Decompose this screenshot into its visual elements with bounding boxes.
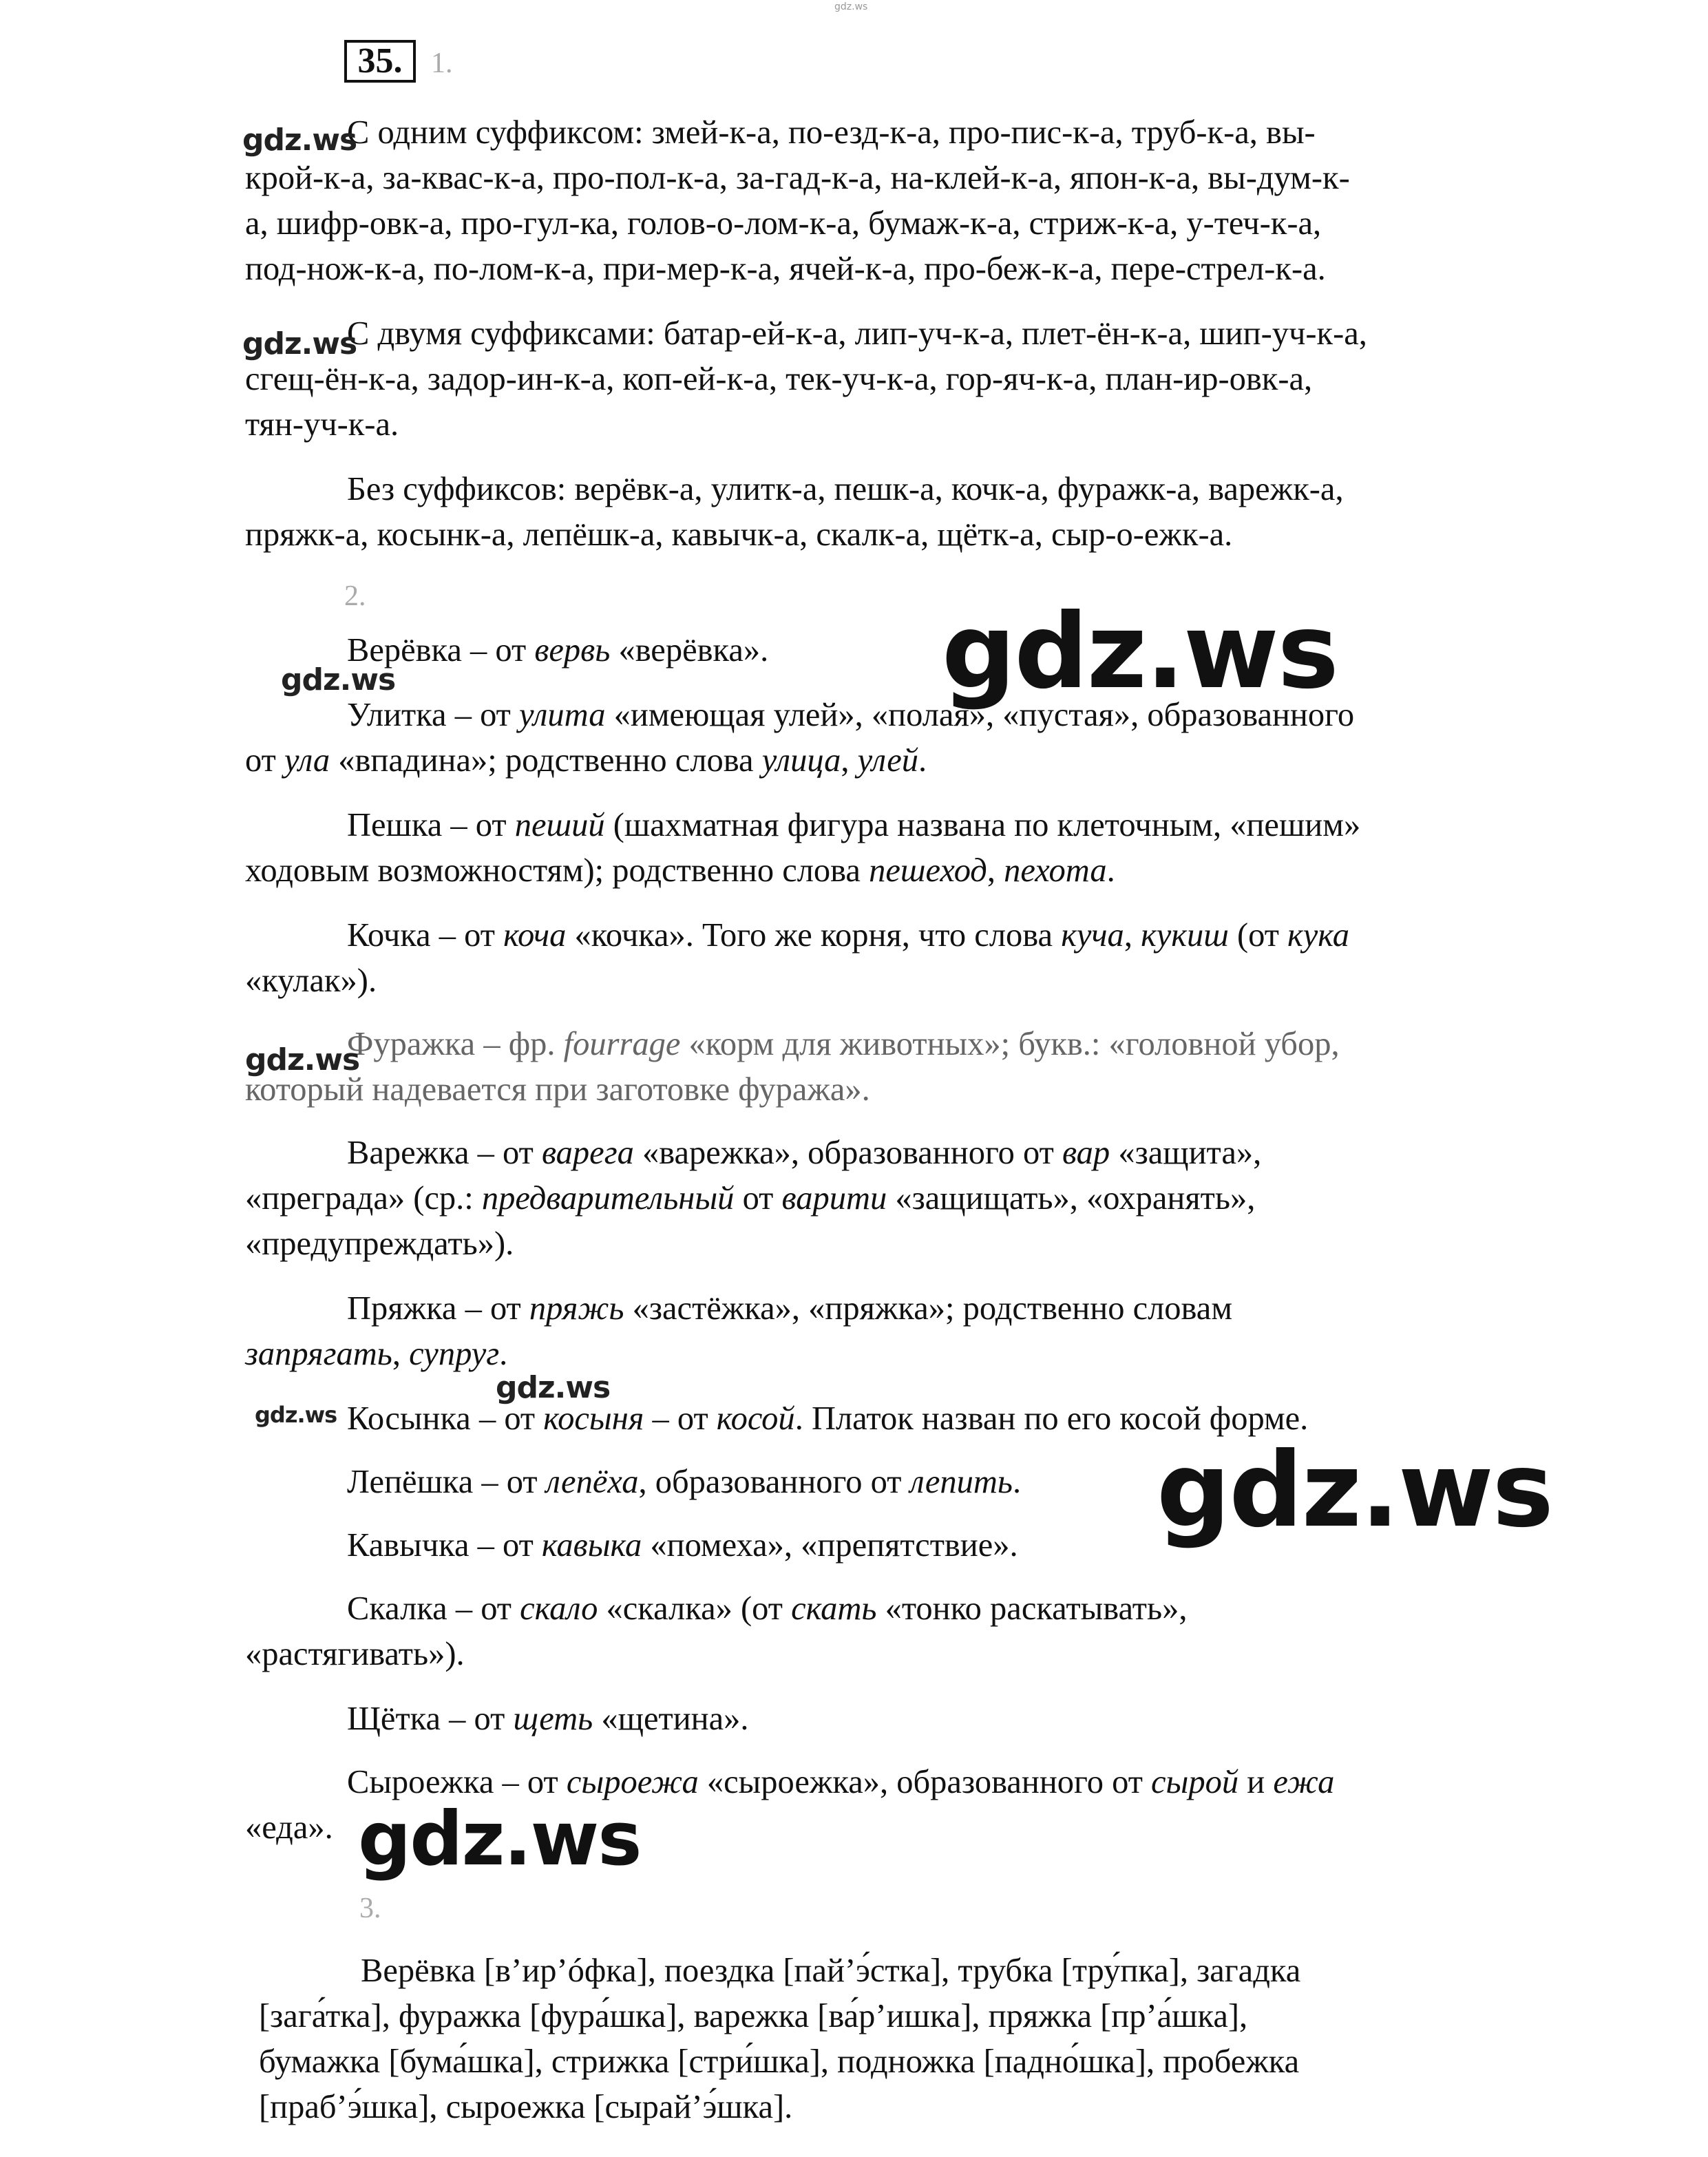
- entry-text: «предупреждать»).: [245, 1225, 514, 1262]
- entry-text: Улитка – от: [347, 697, 520, 733]
- related-word: улица: [761, 742, 841, 779]
- etymon: скало: [520, 1590, 598, 1627]
- entry-text: «верёвка».: [610, 632, 769, 669]
- entry-text: от: [734, 1180, 782, 1217]
- entry-text: «помеха», «препятствие».: [642, 1527, 1018, 1564]
- exercise-number: 35.: [344, 40, 416, 83]
- paragraph-two-suffixes: [245, 311, 1581, 448]
- text-line: [праб’э́шка], сыроежка [сырай’э́шка].: [259, 2089, 793, 2125]
- related-word: пешеход: [869, 852, 987, 889]
- related-word: предварительный: [481, 1180, 735, 1217]
- part-1-label: 1.: [431, 48, 453, 79]
- entry-text: «кулак»).: [245, 962, 377, 999]
- entry-text: который надевается при заготовке фуража».: [245, 1071, 870, 1108]
- entry-text: и: [1238, 1764, 1274, 1800]
- etymon: щеть: [513, 1701, 593, 1737]
- etymon: ежа: [1273, 1764, 1335, 1800]
- entry-peshka: [245, 803, 1581, 894]
- entry-text: , образованного от: [638, 1464, 910, 1500]
- entry-text: (от: [1228, 917, 1288, 954]
- related-word: кукиш: [1141, 917, 1229, 954]
- entry-varezhka: [245, 1130, 1581, 1267]
- etymon: вервь: [534, 632, 611, 669]
- entry-text: Фуражка – фр.: [347, 1026, 564, 1062]
- entry-furazhka: [245, 1022, 1581, 1113]
- paragraph-one-suffix: [245, 110, 1581, 292]
- entry-text: Косынка – от: [347, 1400, 544, 1437]
- big-watermark: gdz.ws: [1157, 1431, 1552, 1550]
- entry-text: (шахматная фигура названа по клеточным, «пешим»: [604, 807, 1361, 843]
- text-line: С одним суффиксом: змей-к-а, по-езд-к-а, про-пис-к-а, труб-к-а, вы-: [347, 114, 1316, 151]
- entry-text: – от: [644, 1400, 717, 1437]
- entry-text: «защищать», «охранять»,: [887, 1180, 1256, 1217]
- etymon: лепить: [909, 1464, 1013, 1500]
- entry-text: «корм для животных»; букв.: «головной убор,: [680, 1026, 1340, 1062]
- entry-text: Кавычка – от: [347, 1527, 542, 1564]
- top-watermark: gdz.ws: [834, 1, 868, 12]
- entry-ulitka: [245, 693, 1581, 783]
- text-line: а, шифр-овк-а, про-гул-ка, голов-о-лом-к-а, бумаж-к-а, стриж-к-а, у-теч-к-а,: [245, 205, 1322, 242]
- text-line: Без суффиксов: верёвк-а, улитк-а, пешк-а, кочк-а, фуражк-а, варежк-а,: [347, 471, 1344, 507]
- text-line: сгещ-ён-к-а, задор-ин-к-а, коп-ей-к-а, тек-уч-к-а, гор-яч-к-а, план-ир-овк-а,: [245, 361, 1313, 397]
- entry-text: Варежка – от: [347, 1135, 542, 1171]
- entry-text: «имеющая улей», «полая», «пустая», образованного: [605, 697, 1355, 733]
- etymon: варега: [541, 1135, 634, 1171]
- entry-text: «варежка», образованного от: [633, 1135, 1062, 1171]
- etymon: ула: [284, 742, 330, 779]
- entry-text: «тонко раскатывать»,: [876, 1590, 1188, 1627]
- entry-verevka: [245, 628, 1581, 673]
- etymon: пряжь: [529, 1290, 624, 1327]
- related-word: кука: [1287, 917, 1349, 954]
- entry-text: .: [499, 1336, 508, 1372]
- entry-text: «щетина».: [593, 1701, 749, 1737]
- related-word: супруг: [409, 1336, 500, 1372]
- text-line: пряжк-а, косынк-а, лепёшк-а, кавычк-а, скалк-а, щётк-а, сыр-о-ежк-а.: [245, 516, 1233, 553]
- entry-text: ходовым возможностям); родственно слова: [245, 852, 869, 889]
- etymon: fourrage: [563, 1026, 681, 1062]
- entry-text: «сыроежка», образованного от: [698, 1764, 1152, 1800]
- entry-kochka: [245, 913, 1581, 1004]
- entry-text: «кочка». Того же корня, что слова: [566, 917, 1062, 954]
- part-3-label: 3.: [359, 1893, 381, 1924]
- entry-text: «преграда» (ср.:: [245, 1180, 482, 1217]
- text-line: С двумя суффиксами: батар-ей-к-а, лип-уч-к-а, плет-ён-к-а, шип-уч-к-а,: [347, 315, 1367, 352]
- watermark: gdz.ws: [242, 326, 357, 361]
- etymon: сырой: [1151, 1764, 1239, 1800]
- entry-schetka: [245, 1696, 1581, 1742]
- entry-text: ,: [392, 1336, 410, 1372]
- related-word: пехота: [1004, 852, 1107, 889]
- entry-text: .: [1106, 852, 1115, 889]
- entry-pryazhka: [245, 1286, 1581, 1377]
- entry-text: Лепёшка – от: [347, 1464, 546, 1500]
- entry-text: Пряжка – от: [347, 1290, 529, 1327]
- etymon: косыня: [543, 1400, 644, 1437]
- entry-text: Верёвка – от: [347, 632, 535, 669]
- entry-text: «еда».: [245, 1809, 333, 1846]
- entry-text: Щётка – от: [347, 1701, 514, 1737]
- entry-text: «впадина»; родственно слова: [330, 742, 762, 779]
- entry-text: Кочка – от: [347, 917, 504, 954]
- related-word: запрягать: [245, 1336, 392, 1372]
- transcription-paragraph: [259, 1948, 1594, 2130]
- entry-text: Пешка – от: [347, 807, 515, 843]
- watermark: gdz.ws: [245, 1042, 360, 1077]
- entry-text: .: [918, 742, 927, 779]
- etymon: вар: [1062, 1135, 1110, 1171]
- related-word: варити: [781, 1180, 887, 1217]
- entry-text: ,: [1124, 917, 1141, 954]
- watermark: gdz.ws: [281, 662, 396, 697]
- related-word: куча: [1061, 917, 1124, 954]
- etymon: коча: [503, 917, 567, 954]
- entry-text: Скалка – от: [347, 1590, 520, 1627]
- related-word: улей: [857, 742, 919, 779]
- entry-skalka: [245, 1586, 1581, 1677]
- entry-text: от: [245, 742, 284, 779]
- etymon: лепёха: [545, 1464, 639, 1500]
- entry-text: Сыроежка – от: [347, 1764, 567, 1800]
- etymon: косой: [716, 1400, 795, 1437]
- part-2-label: 2.: [344, 580, 366, 612]
- etymon: кавыка: [541, 1527, 642, 1564]
- entry-text: «защита»,: [1110, 1135, 1262, 1171]
- text-line: [зага́тка], фуражка [фура́шка], варежка [ва́р’ишка], пряжка [пр’а́шка],: [259, 1998, 1248, 2034]
- watermark: gdz.ws: [255, 1402, 337, 1428]
- text-line: бумажка [бума́шка], стрижка [стри́шка], подножка [падно́шка], пробежка: [259, 2043, 1300, 2080]
- paragraph-no-suffixes: [245, 467, 1581, 558]
- entry-text: ,: [987, 852, 1004, 889]
- text-line: под-нож-к-а, по-лом-к-а, при-мер-к-а, ячей-к-а, про-беж-к-а, пере-стрел-к-а.: [245, 251, 1326, 287]
- watermark: gdz.ws: [496, 1370, 611, 1405]
- entry-text: . Платок назван по его косой форме.: [794, 1400, 1309, 1437]
- etymon: пеший: [514, 807, 605, 843]
- big-watermark: gdz.ws: [358, 1796, 641, 1882]
- entry-text: «растягивать»).: [245, 1636, 465, 1672]
- entry-text: «скалка» (от: [598, 1590, 792, 1627]
- etymon: улита: [519, 697, 606, 733]
- entry-text: ,: [841, 742, 858, 779]
- text-line: Верёвка [в’ир’óфка], поездка [пай’э́стка], трубка [тру́пка], загадка: [361, 1953, 1301, 1989]
- etymon: скать: [791, 1590, 877, 1627]
- big-watermark: gdz.ws: [942, 592, 1338, 712]
- etymon: сыроежа: [566, 1764, 699, 1800]
- watermark: gdz.ws: [242, 123, 357, 158]
- text-line: крой-к-а, за-квас-к-а, про-пол-к-а, за-гад-к-а, на-клей-к-а, япон-к-а, вы-дум-к-: [245, 160, 1350, 196]
- entry-text: .: [1013, 1464, 1022, 1500]
- text-line: тян-уч-к-а.: [245, 406, 399, 443]
- entry-text: «застёжка», «пряжка»; родственно словам: [624, 1290, 1233, 1327]
